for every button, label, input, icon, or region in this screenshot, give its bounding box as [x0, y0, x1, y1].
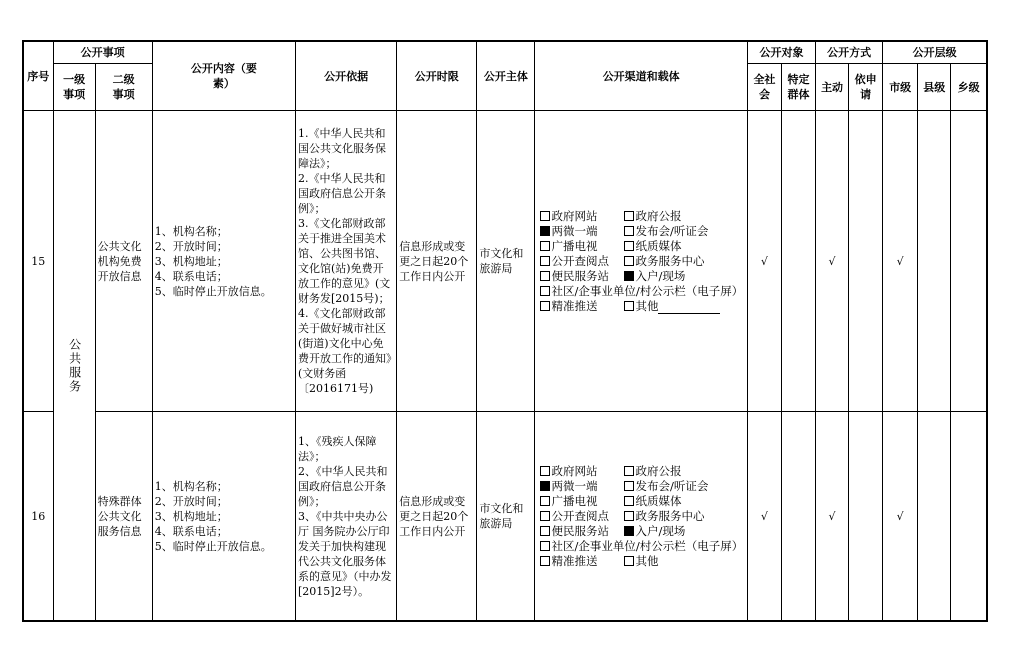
- header-row-1: [23, 41, 987, 64]
- cell-level-township: [951, 412, 987, 622]
- channel-option: [624, 509, 744, 524]
- cell-subject: 市文化和旅游局: [477, 111, 535, 412]
- content-line: 1、机构名称；: [154, 479, 228, 493]
- header-method-request: [849, 64, 883, 111]
- header-content-label: 公开内容（要素）: [190, 62, 257, 90]
- header-level1: [53, 64, 95, 111]
- channel-grid: [537, 464, 744, 569]
- cell-method-active: √: [816, 412, 849, 622]
- checkbox-checked-icon: [624, 526, 634, 536]
- channel-option: [540, 479, 624, 494]
- cell-audience-specific: [781, 111, 815, 412]
- channel-option: [540, 494, 624, 509]
- checkbox-icon: [624, 226, 634, 236]
- channel-label: 入户/现场: [635, 523, 686, 538]
- content-line: 2、开放时间；: [154, 239, 228, 253]
- checkbox-icon: [624, 481, 634, 491]
- cell-audience-all: √: [747, 111, 781, 412]
- channel-label: 广播电视: [551, 238, 598, 253]
- cell-time-limit: 信息形成或变更之日起20个工作日内公开: [397, 111, 477, 412]
- content-line: 3、机构地址；: [154, 254, 228, 268]
- table-row: [23, 412, 987, 622]
- content-line: 4、联系电话；: [154, 524, 228, 538]
- channel-option: [624, 269, 744, 284]
- channel-option: [624, 464, 744, 479]
- basis-item: 1.《中华人民共和国公共文化服务保障法》；: [298, 127, 387, 170]
- checkbox-icon: [540, 496, 550, 506]
- channel-label: 纸质媒体: [635, 493, 682, 508]
- cell-basis: [296, 111, 397, 412]
- channel-label: 政务服务中心: [635, 508, 705, 523]
- channel-label: 精准推送: [551, 298, 598, 313]
- channel-option: [540, 284, 744, 299]
- disclosure-table: [22, 40, 988, 622]
- channel-option: [624, 299, 744, 314]
- header-basis: 公开依据: [296, 41, 397, 111]
- content-line: 4、联系电话；: [154, 269, 228, 283]
- cell-seq: 15: [23, 111, 53, 412]
- content-line: 3、机构地址；: [154, 509, 228, 523]
- channel-label: 纸质媒体: [635, 238, 682, 253]
- header-audience-all-label: 全社会: [753, 73, 776, 101]
- header-level2: [95, 64, 152, 111]
- channel-option: [540, 299, 624, 314]
- content-line: 5、临时停止开放信息。: [154, 284, 272, 298]
- channel-label: 便民服务站: [551, 523, 609, 538]
- cell-content: [152, 111, 295, 412]
- header-level-group: 公开层级: [883, 41, 987, 64]
- header-matter-group: 公开事项: [53, 41, 152, 64]
- cell-channels: [535, 111, 747, 412]
- basis-item: 4.《文化部财政部关于做好城市社区(街道)文化中心免费开放工作的通知》(文财务函〔2016171号): [298, 307, 392, 395]
- channel-label: 两微一端: [551, 223, 598, 238]
- content-line: 2、开放时间；: [154, 494, 228, 508]
- basis-item: 1、《残疾人保障法》；: [298, 434, 377, 463]
- checkbox-icon: [540, 271, 550, 281]
- cell-seq: 16: [23, 412, 53, 622]
- cell-subject: 市文化和旅游局: [477, 412, 535, 622]
- cell-audience-all: √: [747, 412, 781, 622]
- header-method-group: 公开方式: [816, 41, 883, 64]
- checkbox-icon: [540, 241, 550, 251]
- channel-option: [540, 464, 624, 479]
- header-level-county: 县级: [918, 64, 951, 111]
- cell-audience-specific: [781, 412, 815, 622]
- channel-label: 广播电视: [551, 493, 598, 508]
- channel-option: [540, 539, 744, 554]
- basis-item: 2.《中华人民共和国政府信息公开条例》；: [298, 172, 387, 215]
- channel-option: [624, 479, 744, 494]
- channel-option: [624, 239, 744, 254]
- basis-item: 3、《中共中央办公厅 国务院办公厅印发关于加快构建现代公共文化服务体系的意见》（中办发[2015]2号）。: [298, 509, 392, 598]
- header-content: [152, 41, 295, 111]
- channel-option: [540, 209, 624, 224]
- checkbox-icon: [540, 301, 550, 311]
- channel-option: [540, 524, 624, 539]
- header-channels: 公开渠道和载体: [535, 41, 747, 111]
- channel-option: [540, 224, 624, 239]
- cell-time-limit: 信息形成或变更之日起20个工作日内公开: [397, 412, 477, 622]
- channel-label: 精准推送: [551, 553, 598, 568]
- cell-method-request: [849, 111, 883, 412]
- channel-label: 其他: [635, 298, 659, 313]
- channel-option: [624, 494, 744, 509]
- cell-method-request: [849, 412, 883, 622]
- channel-label: 政府网站: [551, 208, 598, 223]
- checkbox-icon: [540, 511, 550, 521]
- header-method-request-label: 依申请: [854, 73, 877, 101]
- channel-option: [624, 224, 744, 239]
- channel-label: 政府网站: [551, 463, 598, 478]
- channel-label: 发布会/听证会: [635, 478, 709, 493]
- checkbox-icon: [624, 511, 634, 521]
- header-time-limit: 公开时限: [397, 41, 477, 111]
- channel-grid: [537, 209, 744, 314]
- channel-option: [540, 269, 624, 284]
- checkbox-icon: [540, 541, 550, 551]
- channel-label: 其他: [635, 553, 659, 568]
- cell-level-county: [918, 412, 951, 622]
- cell-channels: [535, 412, 747, 622]
- checkbox-checked-icon: [540, 481, 550, 491]
- channel-option: [540, 254, 624, 269]
- checkbox-icon: [624, 241, 634, 251]
- checkbox-checked-icon: [540, 226, 550, 236]
- header-audience-specific: [781, 64, 815, 111]
- checkbox-icon: [624, 466, 634, 476]
- checkbox-icon: [624, 256, 634, 266]
- cell-level-city: √: [883, 111, 918, 412]
- header-subject: 公开主体: [477, 41, 535, 111]
- channel-label: 发布会/听证会: [635, 223, 709, 238]
- channel-label: 公开查阅点: [551, 508, 609, 523]
- header-method-active: 主动: [816, 64, 849, 111]
- header-level2-label: 二级事项: [112, 73, 135, 101]
- channel-option: [624, 209, 744, 224]
- channel-label: 便民服务站: [551, 268, 609, 283]
- checkbox-icon: [540, 211, 550, 221]
- cell-level1: [53, 111, 95, 622]
- channel-option: [624, 254, 744, 269]
- channel-label: 两微一端: [551, 478, 598, 493]
- cell-level-township: [951, 111, 987, 412]
- header-audience-specific-label: 特定群体: [787, 73, 810, 101]
- cell-level2: 特殊群体公共文化服务信息: [95, 412, 152, 622]
- checkbox-icon: [540, 286, 550, 296]
- channel-option: [540, 554, 624, 569]
- cell-level-city: √: [883, 412, 918, 622]
- channel-label: 公开查阅点: [551, 253, 609, 268]
- channel-label: 社区/企事业单位/村公示栏（电子屏）: [551, 538, 744, 553]
- checkbox-icon: [624, 211, 634, 221]
- header-audience-all: [747, 64, 781, 111]
- channel-label: 政府公报: [635, 463, 682, 478]
- checkbox-icon: [540, 466, 550, 476]
- channel-label: 政务服务中心: [635, 253, 705, 268]
- table-row: [23, 111, 987, 412]
- header-level-city: 市级: [883, 64, 918, 111]
- channel-option: [540, 239, 624, 254]
- checkbox-icon: [624, 301, 634, 311]
- checkbox-icon: [624, 556, 634, 566]
- header-level1-label: 一级事项: [63, 73, 86, 101]
- checkbox-checked-icon: [624, 271, 634, 281]
- header-audience-group: 公开对象: [747, 41, 815, 64]
- cell-level-county: [918, 111, 951, 412]
- cell-level2: 公共文化机构免费开放信息: [95, 111, 152, 412]
- channel-option: [624, 554, 744, 569]
- content-line: 1、机构名称；: [154, 224, 228, 238]
- basis-item: 2、《中华人民共和国政府信息公开条例》；: [298, 464, 388, 508]
- basis-item: 3.《文化部财政部关于推进全国美术馆、公共图书馆、文化馆(站)免费开放工作的意见》(文财务发[2015号)；: [298, 217, 391, 305]
- checkbox-icon: [540, 556, 550, 566]
- blank-underline: [658, 303, 720, 314]
- checkbox-icon: [540, 256, 550, 266]
- header-level-township: 乡级: [951, 64, 987, 111]
- channel-label: 政府公报: [635, 208, 682, 223]
- channel-label: 社区/企事业单位/村公示栏（电子屏）: [551, 283, 744, 298]
- header-seq: 序号: [23, 41, 53, 111]
- cell-content: [152, 412, 295, 622]
- cell-level1-text: 公共服务: [67, 337, 82, 394]
- cell-method-active: √: [816, 111, 849, 412]
- content-line: 5、临时停止开放信息。: [154, 539, 272, 553]
- channel-option: [540, 509, 624, 524]
- cell-basis: [296, 412, 397, 622]
- checkbox-icon: [540, 526, 550, 536]
- channel-label: 入户/现场: [635, 268, 686, 283]
- checkbox-icon: [624, 496, 634, 506]
- channel-option: [624, 524, 744, 539]
